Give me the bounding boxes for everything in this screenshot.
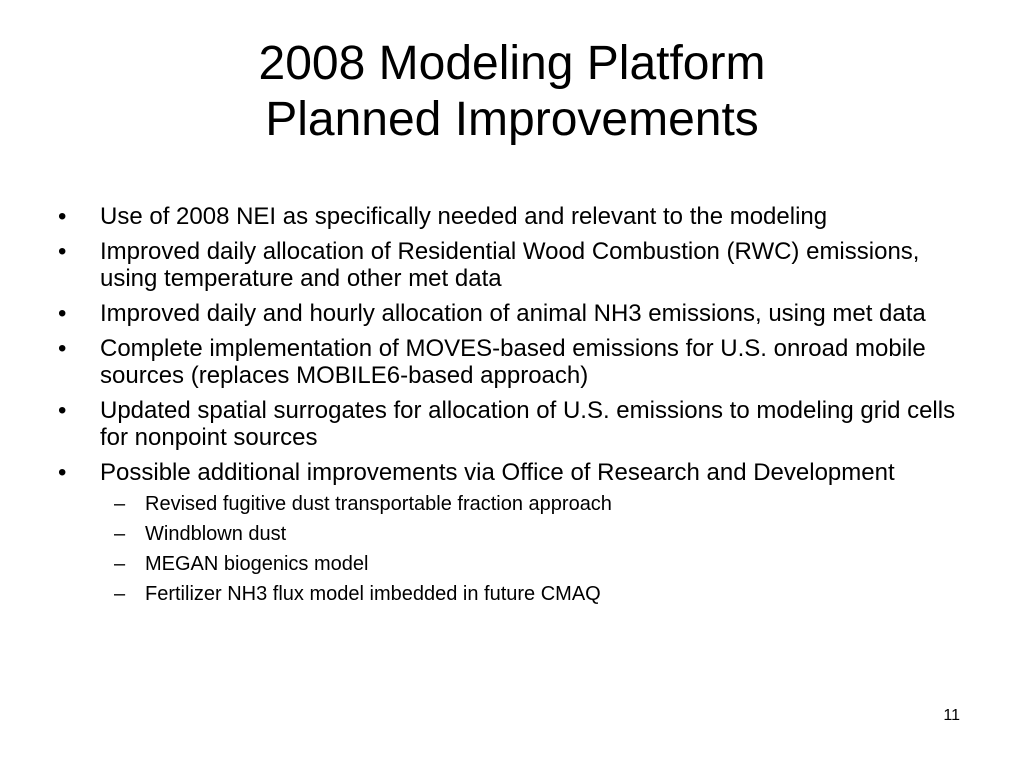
bullet-marker: • — [58, 300, 67, 327]
bullet-item — [58, 335, 978, 389]
sub-bullet-item — [100, 552, 978, 576]
bullet-text: Updated spatial surrogates for allocation of U.S. emissions to modeling grid cells for nonpoint sources — [100, 397, 956, 451]
sub-bullet-text: Windblown dust — [145, 523, 287, 545]
bullet-text: Improved daily and hourly allocation of animal NH3 emissions, using met data — [100, 300, 926, 327]
bullet-marker: • — [58, 459, 67, 486]
sub-bullet-marker: – — [114, 583, 126, 605]
sub-bullet-text: Revised fugitive dust transportable fraction approach — [145, 493, 612, 515]
bullet-item — [58, 238, 978, 292]
bullet-text: Complete implementation of MOVES-based emissions for U.S. onroad mobile sources (replaces MOBILE6-based approach) — [100, 335, 926, 389]
bullet-text: Improved daily allocation of Residential Wood Combustion (RWC) emissions, using temperature and other met data — [100, 238, 920, 292]
bullet-marker: • — [58, 335, 67, 362]
sub-bullet-marker: – — [114, 553, 126, 575]
sub-bullet-item — [100, 582, 978, 606]
bullet-text: Possible additional improvements via Office of Research and Development — [100, 459, 895, 486]
slide-title-line-1: 2008 Modeling Platform — [258, 37, 766, 90]
slide-title — [0, 36, 1024, 148]
sub-bullet-list — [100, 492, 978, 606]
bullet-list — [58, 203, 978, 614]
sub-bullet-item — [100, 522, 978, 546]
bullet-marker: • — [58, 397, 67, 424]
sub-bullet-item — [100, 492, 978, 516]
sub-bullet-marker: – — [114, 523, 126, 545]
sub-bullet-text: Fertilizer NH3 flux model imbedded in future CMAQ — [145, 583, 601, 605]
bullet-item — [58, 300, 978, 327]
sub-bullet-text: MEGAN biogenics model — [145, 553, 369, 575]
page-number: 11 — [943, 707, 960, 724]
bullet-item — [58, 397, 978, 451]
slide-title-line-2: Planned Improvements — [265, 93, 759, 146]
bullet-text: Use of 2008 NEI as specifically needed and relevant to the modeling — [100, 203, 828, 230]
sub-bullet-marker: – — [114, 493, 126, 515]
bullet-marker: • — [58, 203, 67, 230]
bullet-marker: • — [58, 238, 67, 265]
bullet-item — [58, 459, 978, 606]
bullet-item — [58, 203, 978, 230]
